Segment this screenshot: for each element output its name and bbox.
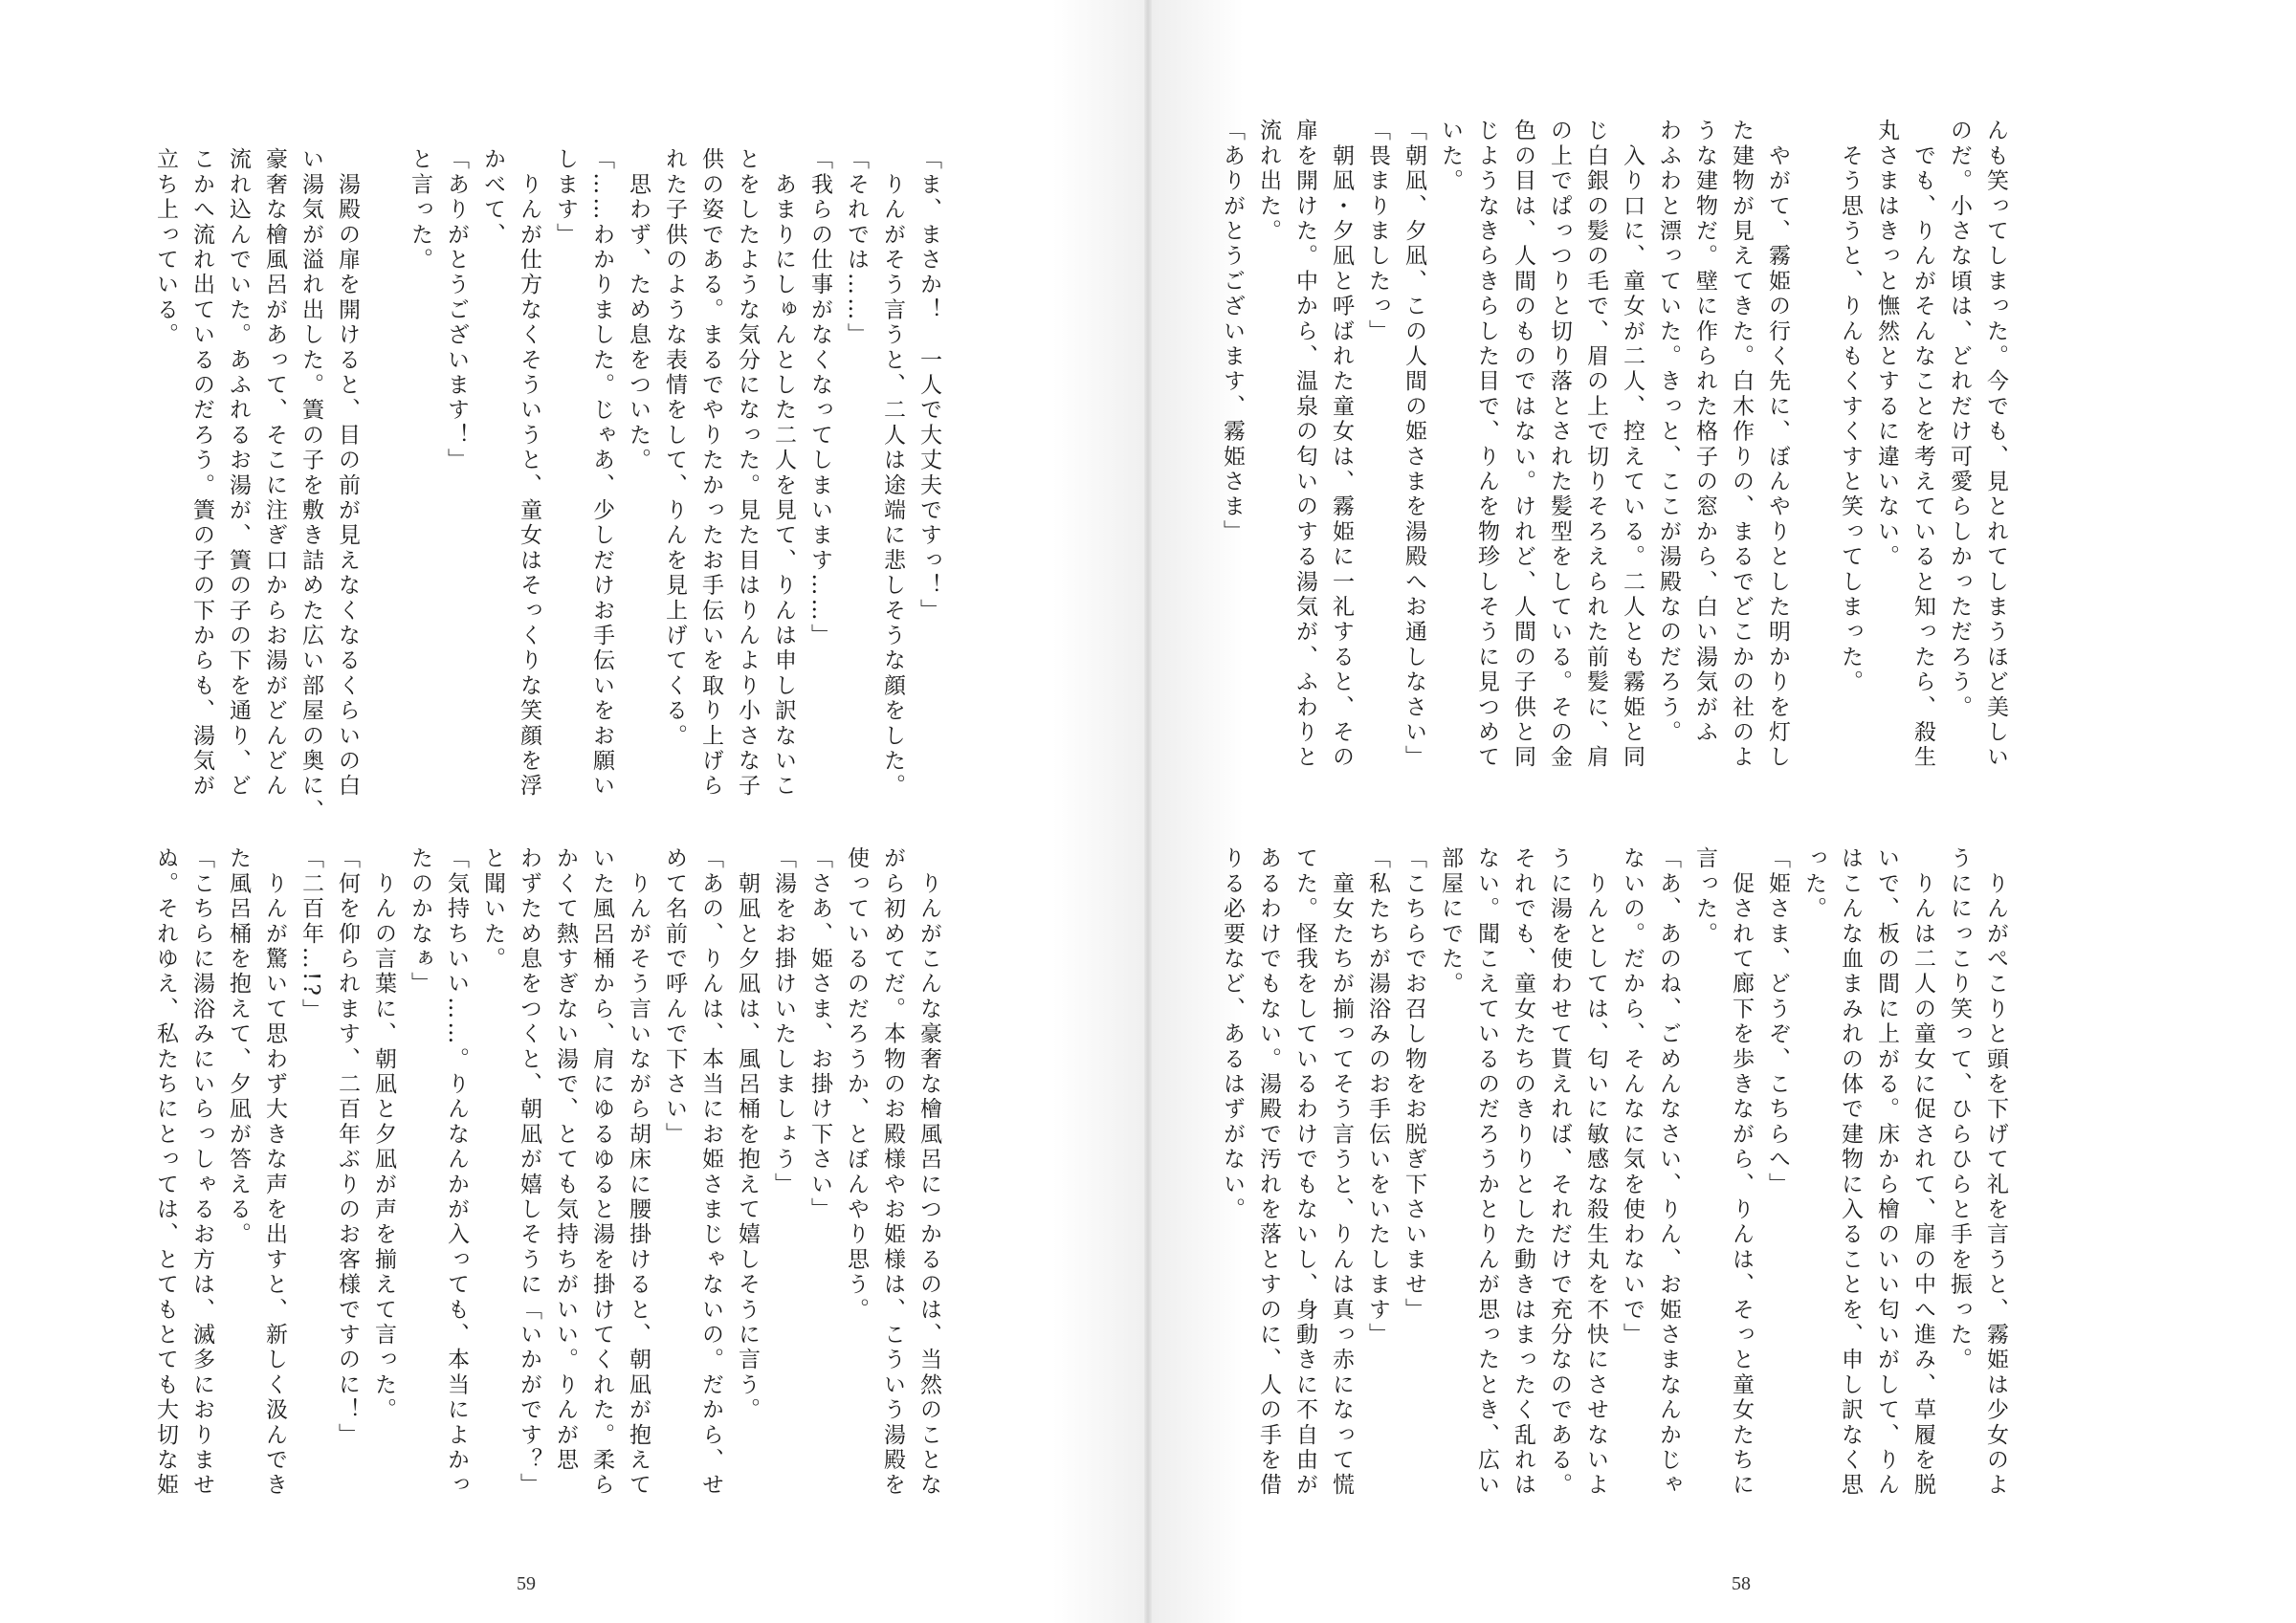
text-line: 思わず、ため息をついた。: [626, 147, 651, 473]
text-line: 「ありがとうございます！」: [444, 147, 469, 473]
text-line: たのかなぁ」: [408, 846, 432, 998]
text-line: 朝凪と夕凪は、風呂桶を抱えて嬉しそうに言う。: [735, 846, 760, 1423]
text-line: じ白銀の髪の毛で、眉の上で切りそろえられた前髪に、肩: [1583, 119, 1608, 771]
text-line: じようなきらきらした目で、りんを物珍しそうに見つめて: [1474, 119, 1499, 771]
text-line: かべて、: [480, 147, 505, 248]
text-line: った。: [1801, 846, 1826, 922]
text-line: と聞いた。: [480, 846, 505, 972]
text-line: りんとしては、匂いに敏感な殺生丸を不快にさせないよ: [1583, 846, 1608, 1499]
text-line: します」: [553, 147, 578, 248]
text-line: 色の目は、人間のものではない。けれど、人間の子供と同: [1511, 119, 1535, 771]
text-line: てた。怪我をしているわけでもないし、身動きに不自由が: [1292, 846, 1317, 1499]
text-line: 「姫さま、どうぞ、こちらへ」: [1765, 846, 1790, 1197]
text-line: のだ。小さな頃は、どれだけ可愛らしかっただろう。: [1947, 119, 1972, 720]
text-line: 丸さまはきっと憮然とするに違いない。: [1874, 119, 1899, 570]
text-line: ない。聞こえているのだろうかとりんが思ったとき、広い: [1474, 846, 1499, 1499]
text-line: 「気持ちいい……。りんなんかが入っても、本当によかっ: [444, 846, 469, 1499]
text-line: 「我らの仕事がなくなってしまいます……」: [807, 147, 832, 648]
text-line: い湯気が溢れ出した。簀の子を敷き詰めた広い部屋の奥に、: [298, 147, 323, 824]
text-line: 「湯をお掛けいたしましょう」: [771, 846, 796, 1197]
text-line: 流れ出た。: [1256, 119, 1281, 244]
text-line: りんがそう言いながら胡床に腰掛けると、朝凪が抱えて: [626, 846, 651, 1499]
text-line: んも笑ってしまった。今でも、見とれてしまうほど美しい: [1983, 119, 2008, 771]
text-line: 使っているのだろうか、とぼんやり思う。: [844, 846, 869, 1323]
text-line: りんがぺこりと頭を下げて礼を言うと、霧姫は少女のよ: [1983, 846, 2008, 1499]
text-line: れた子供のような表情をして、りんを見上げてくる。: [662, 147, 687, 749]
text-line: めて名前で呼んで下さい」: [662, 846, 687, 1148]
text-line: りんの言葉に、朝凪と夕凪が声を揃えて言った。: [371, 846, 396, 1423]
text-line: 朝凪・夕凪と呼ばれた童女は、霧姫に一礼すると、その: [1329, 119, 1354, 771]
right-page-upper-text: [1220, 119, 2014, 826]
right-page: [1152, 0, 2296, 1623]
text-line: うな建物だ。壁に作られた格子の窓から、白い湯気がふ: [1692, 119, 1717, 745]
text-line: た建物が見えてきた。白木作りの、まるでどこかの社のよ: [1729, 119, 1754, 771]
text-line: 「……わかりました。じゃあ、少しだけお手伝いをお願い: [589, 147, 614, 800]
text-line: そう思うと、りんもくすくすと笑ってしまった。: [1838, 119, 1863, 695]
text-line: 「畏まりましたっ」: [1365, 119, 1390, 344]
text-line: 「それでは……」: [844, 147, 869, 348]
text-line: 湯殿の扉を開けると、目の前が見えなくなるくらいの白: [335, 147, 360, 800]
right-page-lower-text: [1220, 846, 2014, 1535]
text-line: 「私たちが湯浴みのお手伝いをいたします」: [1365, 846, 1390, 1348]
text-line: [365, 147, 402, 826]
text-line: た風呂桶を抱えて、夕凪が答える。: [226, 846, 251, 1248]
text-line: 「こちらに湯浴みにいらっしゃるお方は、滅多におりませ: [189, 846, 214, 1499]
text-line: 部屋にでた。: [1438, 846, 1463, 998]
text-line: りんがそう言うと、二人は途端に悲しそうな顔をした。: [880, 147, 905, 800]
text-line: 「あの、りんは、本当にお姫さまじゃないの。だから、せ: [698, 846, 723, 1499]
text-line: あまりにしゅんとした二人を見て、りんは申し訳ないこ: [771, 147, 796, 800]
text-line: りんがこんな豪奢な檜風呂につかるのは、当然のことな: [916, 846, 941, 1499]
text-line: 入り口に、童女が二人、控えている。二人とも霧姫と同: [1620, 119, 1645, 771]
text-line: それでも、童女たちのきりりとした動きはまったく乱れは: [1511, 846, 1535, 1499]
text-line: [1796, 119, 1832, 826]
book-gutter: [1144, 0, 1152, 1623]
text-line: 促されて廊下を歩きながら、りんは、そっと童女たちに: [1729, 846, 1754, 1499]
text-line: ぬ。それゆえ、私たちにとっては、とてもとても大切な姫: [153, 846, 178, 1499]
text-line: 童女たちが揃ってそう言うと、りんは真っ赤になって慌: [1329, 846, 1354, 1499]
text-line: の上でぱっつりと切り落とされた髪型をしている。その金: [1547, 119, 1572, 771]
text-line: こかへ流れ出ているのだろう。簀の子の下からも、湯気が: [189, 147, 214, 800]
text-line: わずため息をつくと、朝凪が嬉しそうに「いかがです？」: [517, 846, 541, 1499]
text-line: でも、りんがそんなことを考えていると知ったら、殺生: [1910, 119, 1935, 771]
text-line: あるわけでもない。湯殿で汚れを落とすのに、人の手を借: [1256, 846, 1281, 1499]
text-line: 「ま、まさか！ 一人で大丈夫ですっ！」: [916, 147, 941, 624]
page-number-58: 58: [1732, 1573, 1751, 1594]
text-line: うににっこり笑って、ひらひらと手を振った。: [1947, 846, 1972, 1373]
text-line: 流れ込んでいた。あふれるお湯が、簀の子の下を通り、ど: [226, 147, 251, 800]
text-line: りんが驚いて思わず大きな声を出すと、新しく汲んでき: [262, 846, 287, 1499]
text-line: うに湯を使わせて貰えれば、それだけで充分なのである。: [1547, 846, 1572, 1499]
text-line: 立ち上っている。: [153, 147, 178, 348]
text-line: いで、板の間に上がる。床から檜のいい匂いがして、りん: [1874, 846, 1899, 1499]
text-line: 「こちらでお召し物をお脱ぎ下さいませ」: [1402, 846, 1426, 1323]
text-line: 供の姿である。まるでやりたかったお手伝いを取り上げら: [698, 147, 723, 800]
text-line: 「ありがとうございます、霧姫さま」: [1220, 119, 1245, 545]
text-line: 言った。: [1692, 846, 1717, 947]
text-line: とをしたような気分になった。見た目はりんより小さな子: [735, 147, 760, 800]
text-line: 「朝凪、夕凪、この人間の姫さまを湯殿へお通しなさい」: [1402, 119, 1426, 771]
text-line: りんが仕方なくそういうと、童女はそっくりな笑顔を浮: [517, 147, 541, 800]
text-line: かくて熱すぎない湯で、とても気持ちがいい。りんが思: [553, 846, 578, 1473]
text-line: いた風呂桶から、肩にゆるゆると湯を掛けてくれた。柔ら: [589, 846, 614, 1499]
text-line: 「何を仰られます、二百年ぶりのお客様ですのに！」: [335, 846, 360, 1448]
text-line: はこんな血まみれの体で建物に入ることを、申し訳なく思: [1838, 846, 1863, 1499]
left-page: [0, 0, 1144, 1623]
left-page-lower-text: [115, 846, 947, 1535]
text-line: りんは二人の童女に促されて、扉の中へ進み、草履を脱: [1910, 846, 1935, 1499]
text-line: いた。: [1438, 119, 1463, 194]
text-line: 扉を開けた。中から、温泉の匂いのする湯気が、ふわりと: [1292, 119, 1317, 771]
left-page-upper-text: [115, 147, 947, 826]
text-line: 「あ、あのね、ごめんなさい、りん、お姫さまなんかじゃ: [1656, 846, 1681, 1499]
text-line: と言った。: [408, 147, 432, 273]
text-line: わふわと漂っていた。きっと、ここが湯殿なのだろう。: [1656, 119, 1681, 745]
text-line: りる必要など、あるはずがない。: [1220, 846, 1245, 1222]
text-line: 「二百年…!?」: [298, 846, 323, 1024]
page-number-59: 59: [517, 1573, 536, 1594]
text-line: 「さあ、姫さま、お掛け下さい」: [807, 846, 832, 1222]
text-line: がら初めてだ。本物のお殿様やお姫様は、こういう湯殿を: [880, 846, 905, 1499]
text-line: ないの。だから、そんなに気を使わないで」: [1620, 846, 1645, 1348]
text-line: やがて、霧姫の行く先に、ぼんやりとした明かりを灯し: [1765, 119, 1790, 771]
text-line: 豪奢な檜風呂があって、そこに注ぎ口からお湯がどんどん: [262, 147, 287, 800]
